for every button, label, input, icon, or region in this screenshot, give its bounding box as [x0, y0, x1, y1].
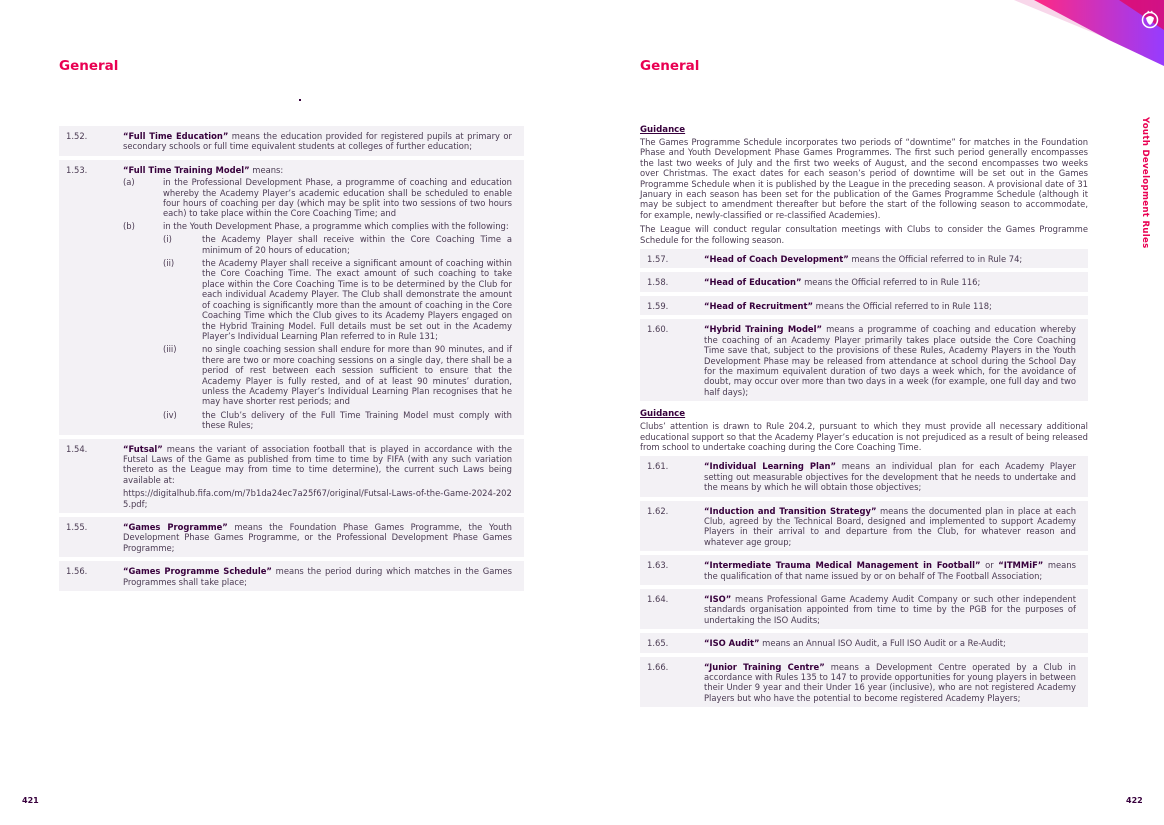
- defined-term: “Futsal”: [123, 443, 163, 454]
- defined-term: “Junior Training Centre”: [704, 661, 825, 672]
- clause-number: 1.57.: [647, 254, 669, 265]
- clause-number: 1.55.: [66, 522, 88, 532]
- definition-1-66: [640, 657, 1088, 708]
- sub-clause-b: (b) in the Youth Development Phase, a programme which complies with the following: (i) the Academy Player shall receive within the Core Coaching Time a minimum of 20 hours of education; (ii) the Academy Player shall receive a significant amount of coaching within the Core Coaching Time. The exact amount of such coaching to take place within the Core Coaching Time is to be determined by the Club for each individual Academy Player. The Club shall demonstrate the amount of coaching is significantly more than the amount of coaching in the Core Coaching Time which the Club gives to its Academy Players engaged on the Hybrid Training Model. Full details must be set out in the Academy Player’s Individual Learning Plan referred to in Rule 131; (iii) no single coaching session shall endure for more than 90 minutes, and if there are two or more coaching sessions on a single day, there shall be a period of rest between each session sufficient to ensure that the Academy Player is fully rested, and of at least 90 minutes’ duration, unless the Academy Player’s Individual Learning Plan recognises that he may have shorter rest periods; and (iv) the Club’s delivery of the Full Time Training Model must comply with these Rules;: [123, 220, 512, 431]
- sidebar-section-label: Youth Development Rules: [1140, 117, 1150, 249]
- definition-1-57: [640, 249, 1088, 268]
- definition-1-59: [640, 296, 1088, 315]
- defined-term: “Games Programme”: [123, 522, 228, 532]
- defined-term-abbreviation: “ITMMiF”: [998, 560, 1044, 571]
- definition-text: means the Official referred to in Rule 116;: [801, 277, 981, 288]
- definition-text: means the Official referred to in Rule 118;: [813, 300, 992, 311]
- definition-1-54: [59, 439, 524, 513]
- definition-text: means an individual plan for each Academy Player setting out measurable objectives for the development that he needs to undertake and the means by which he will obtain those objectives;: [704, 461, 1076, 493]
- clause-number: 1.59.: [647, 300, 669, 311]
- definition-text: means the period during which matches in the Games Programmes shall take place;: [123, 566, 513, 587]
- sub-clause-iii: (iii) no single coaching session shall endure for more than 90 minutes, and if there are two or more coaching sessions on a single day, there shall be a period of rest between each session sufficient to ensure that the Academy Player is fully rested, and of at least 90 minutes’ duration, unless the Academy Player’s Individual Learning Plan recognises that he may have shorter rest periods; and: [163, 344, 512, 407]
- sub-clause-i: (i) the Academy Player shall receive within the Core Coaching Time a minimum of 20 hours of education;: [163, 234, 512, 255]
- defined-term: “Intermediate Trauma Medical Management in Football”: [704, 560, 981, 571]
- guidance-block-1: [640, 125, 1088, 245]
- definition-1-63: [640, 555, 1088, 585]
- clause-number: 1.66.: [647, 661, 669, 672]
- guidance-paragraph: The League will conduct regular consultation meetings with Clubs to consider the Games Programme Schedule for the following season.: [640, 224, 1088, 245]
- definition-1-60: [640, 319, 1088, 401]
- defined-term: “ISO Audit”: [704, 638, 760, 649]
- left-page-heading: General: [59, 58, 119, 74]
- guidance-paragraph: The Games Programme Schedule incorporates two periods of “downtime” for matches in the Foundation Phase and Youth Development Phase Games Programmes. The first such period generally encompasses the last two weeks of July and the first two weeks of August, and the second encompasses two weeks over Christmas. The exact dates for each season’s period of downtime will be set out in the Games Programme Schedule when it is published by the League in the preceding season. A provisional date of 31 January in each season has been set for the publication of the Games Programme Schedule (although it may be subject to amendment thereafter but before the start of the following season to accommodate, for example, newly-classified or re-classified Academies).: [640, 137, 1088, 220]
- defined-term: “ISO”: [704, 594, 732, 604]
- clause-number: 1.63.: [647, 560, 669, 571]
- sub-clause-ii: (ii) the Academy Player shall receive a significant amount of coaching within the Core Coaching Time. The exact amount of such coaching to take place within the Core Coaching Time is to be determined by the Club for each individual Academy Player. The Club shall demonstrate the amount of coaching is significantly more than the amount of coaching in the Core Coaching Time which the Club gives to its Academy Players engaged on the Hybrid Training Model. Full details must be set out in the Academy Player’s Individual Learning Plan referred to in Rule 131;: [163, 258, 512, 341]
- clause-number: 1.60.: [647, 324, 669, 335]
- clause-number: 1.61.: [647, 461, 669, 472]
- definition-1-64: [640, 589, 1088, 629]
- definition-1-56: [59, 561, 524, 591]
- definition-text: means the variant of association football that is played in accordance with the Futsal Laws of the Game as published from time to time by FIFA (with any such variation thereto as the League may from time to time determine), the current such Laws being available at:: [123, 443, 512, 485]
- defined-term: “Head of Recruitment”: [704, 300, 814, 311]
- defined-term: “Full Time Training Model”: [123, 164, 250, 175]
- futsal-laws-link[interactable]: https://digitalhub.fifa.com/m/7b1da24ec7a25f67/original/Futsal-Laws-of-the-Game-2024-2025.pdf;: [123, 488, 512, 509]
- sub-clause-a: (a) in the Professional Development Phase, a programme of coaching and education whereby the Academy Player’s academic education shall be scheduled to enable four hours of coaching per day (which may be split into two sessions of two hours each) to take place within the Core Coaching Time; and: [123, 177, 512, 219]
- right-definitions: [640, 125, 1088, 711]
- guidance-block-2: [640, 409, 1088, 452]
- definition-1-61: [640, 456, 1088, 496]
- definition-text: means the Foundation Phase Games Programme, the Youth Development Phase Games Programme, or the Professional Development Phase Games Programme;: [123, 522, 512, 553]
- defined-term: “Full Time Education”: [123, 131, 229, 141]
- clause-number: 1.56.: [66, 566, 88, 577]
- clause-number: 1.65.: [647, 638, 669, 649]
- page-number: 421: [22, 796, 39, 805]
- guidance-paragraph: Clubs’ attention is drawn to Rule 204.2, pursuant to which they must provide all necessary additional educational support so that the Academy Player’s education is not prejudiced as a result of being released from school to undertake coaching during the Core Coaching Time.: [640, 421, 1088, 452]
- section-sidebar: [1135, 117, 1153, 272]
- definition-text: means a programme of coaching and education whereby the coaching of an Academy Player primarily takes place outside the Core Coaching Time save that, subject to the provisions of these Rules, Academy Players in the Youth Development Phase may be released from attendance at school during the School Day for the maximum equivalent duration of two days a week which, for the avoidance of doubt, may occur over more than two days in a week (for example, one full day and two half days);: [704, 324, 1076, 397]
- definition-1-55: [59, 517, 524, 557]
- defined-term: “Head of Coach Development”: [704, 254, 849, 265]
- stray-dot: [299, 99, 301, 101]
- definition-text: means the Official referred to in Rule 74;: [848, 254, 1023, 265]
- definition-1-52: [59, 126, 524, 156]
- clause-number: 1.52.: [66, 131, 88, 141]
- clause-number: 1.64.: [647, 594, 669, 604]
- right-page-heading: General: [640, 58, 700, 74]
- guidance-title: Guidance: [640, 125, 686, 135]
- definition-1-65: [640, 633, 1088, 652]
- defined-term: “Induction and Transition Strategy”: [704, 505, 877, 516]
- defined-term: “Individual Learning Plan”: [704, 461, 836, 472]
- definition-text: means the qualification of that name issued by or on behalf of The Football Association;: [704, 560, 1076, 581]
- left-definitions: [59, 126, 524, 595]
- definition-text: means:: [249, 164, 284, 175]
- clause-number: 1.58.: [647, 277, 669, 288]
- definition-1-58: [640, 272, 1088, 291]
- defined-term: “Games Programme Schedule”: [123, 566, 272, 577]
- guidance-title: Guidance: [640, 409, 686, 420]
- definition-text: means the documented plan in place at each Club, agreed by the Technical Board, designed and implemented to support Academy Players in their arrival to and departure from the Club, for whatever reason and whatever age group;: [704, 505, 1077, 547]
- definition-text: means the education provided for registered pupils at primary or secondary schools or full time equivalent students at colleges of further education;: [123, 131, 512, 152]
- right-page: [582, 0, 1164, 825]
- definition-text: means an Annual ISO Audit, a Full ISO Audit or a Re-Audit;: [759, 638, 1006, 649]
- definition-1-53: [59, 160, 524, 435]
- clause-number: 1.62.: [647, 505, 669, 516]
- corner-decoration: [1014, 0, 1164, 70]
- definition-text: means Professional Game Academy Audit Company or such other independent standards organisation appointed from time to time by the PGB for the purposes of undertaking the ISO Audits;: [704, 594, 1076, 625]
- definition-text: or: [980, 560, 999, 571]
- defined-term: “Hybrid Training Model”: [704, 324, 822, 335]
- page-number: 422: [1126, 796, 1143, 805]
- defined-term: “Head of Education”: [704, 277, 802, 288]
- sub-clause-iv: (iv) the Club’s delivery of the Full Time Training Model must comply with these Rules;: [163, 409, 512, 431]
- definition-text: means a Development Centre operated by a Club in accordance with Rules 135 to 147 to provide opportunities for young players in between their Under 9 year and their Under 16 year (inclusive), who are not registered Academy Players but who have the potential to become registered Academy Players;: [704, 661, 1076, 703]
- clause-number: 1.54.: [66, 443, 88, 454]
- clause-number: 1.53.: [66, 164, 88, 175]
- definition-1-62: [640, 501, 1088, 552]
